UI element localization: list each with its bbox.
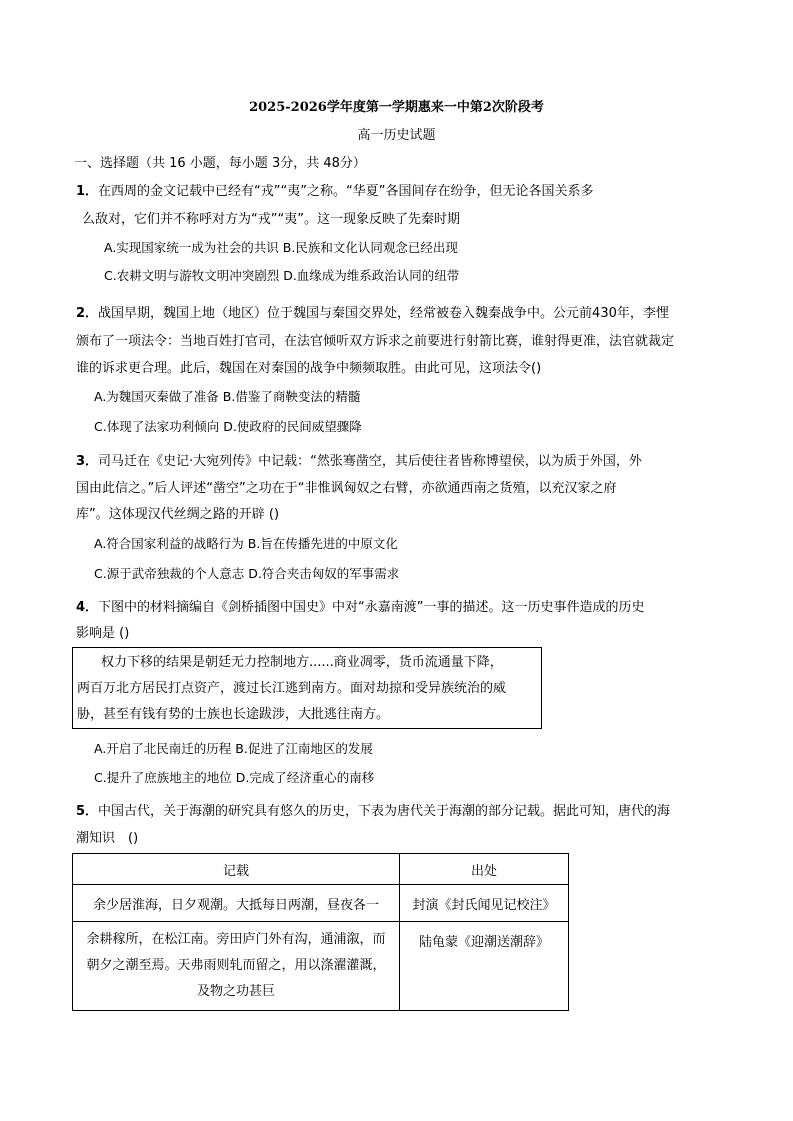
- question-1-option-d[interactable]: D.血缘成为维系政治认同的纽带: [283, 268, 460, 283]
- question-1-number: 1．: [76, 184, 99, 199]
- exam-title: 2025-2026学年度第一学期惠来一中第2次阶段考: [249, 100, 544, 115]
- question-2-text-2: 颁布了一项法令：当地百姓打官司，在法官倾听双方诉求之前要进行射箭比赛，谁射得更准，法官就裁定: [76, 334, 675, 349]
- question-5-table: [72, 853, 569, 1011]
- table-row: [73, 922, 569, 1011]
- question-2-line-1: [76, 302, 669, 321]
- material-line-3: 胁，甚至有钱有势的士族也长途跋涉，大批逃往南方。: [77, 707, 390, 722]
- question-4-option-b[interactable]: B.促进了江南地区的发展: [235, 741, 373, 756]
- question-4-line-1: [76, 596, 645, 615]
- question-3-line-1: [76, 450, 642, 469]
- question-4-number: 4．: [76, 600, 99, 615]
- question-3-text-3: 库”。这体现汉代丝绸之路的开辟 (): [76, 507, 280, 522]
- question-5-text-2: 潮知识 (): [76, 831, 139, 846]
- table-cell-record: 余少居淮海，日夕观潮。大抵每日两潮，昼夜各一: [73, 885, 400, 922]
- question-2-number: 2．: [76, 306, 99, 321]
- record-line-2: 朝夕之潮至焉。天弗雨则轧而留之，用以涤濯灌溉，: [86, 958, 386, 973]
- question-1-text-2: 么敌对，它们并不称呼对方为“戎”“夷”。这一现象反映了先秦时期: [82, 212, 460, 227]
- question-2-option-d[interactable]: D.使政府的民间威望骤降: [223, 419, 362, 434]
- question-1-options-cd: [104, 266, 459, 284]
- question-1-line-1: [76, 180, 593, 199]
- table-header-source: 出处: [400, 854, 569, 885]
- question-3-option-d[interactable]: D.符合夹击匈奴的军事需求: [248, 566, 400, 581]
- question-4-material-box: [72, 647, 542, 729]
- question-5-line-1: [76, 800, 670, 819]
- question-3-options-cd: [94, 564, 399, 582]
- material-line-1: 权力下移的结果是朝廷无力控制地方......商业凋零，货币流通量下降，: [101, 655, 503, 670]
- question-3-number: 3．: [76, 454, 99, 469]
- table-cell-source: 封演《封氏闻见记校注》: [400, 885, 569, 922]
- question-4-options-ab: [94, 739, 373, 757]
- record-line-1: 余耕稼所，在松江南。旁田庐门外有沟，通浦溆，而: [86, 932, 386, 947]
- question-1-option-b[interactable]: B.民族和文化认同观念已经出现: [282, 240, 458, 255]
- question-1-option-c[interactable]: C.农耕文明与游牧文明冲突剧烈: [104, 268, 280, 283]
- exam-subtitle: 高一历史试题: [357, 128, 436, 143]
- question-4-text-2: 影响是 (): [76, 626, 130, 641]
- table-cell-source: 陆龟蒙《迎潮送潮辞》: [400, 922, 569, 1011]
- question-2-text-3: 谁的诉求更合理。此后，魏国在对秦国的战争中频频取胜。由此可见，这项法令(): [76, 361, 542, 376]
- section-heading: 一、选择题（共 16 小题，每小题 3分，共 48分）: [74, 156, 366, 171]
- question-3-option-b[interactable]: B.旨在传播先进的中原文化: [247, 536, 398, 551]
- question-3-text-2: 国由此信之。”后人评述“凿空”之功在于“非惟讽匈奴之右臂，亦欲通西南之货殖，以充汉家之府: [76, 481, 617, 496]
- question-4-text-1: 下图中的材料摘编自《剑桥插图中国史》中对“永嘉南渡”一事的描述。这一历史事件造成的历史: [98, 600, 645, 615]
- question-5-text-1: 中国古代，关于海潮的研究具有悠久的历史，下表为唐代关于海潮的部分记载。据此可知，唐代的海: [98, 804, 671, 819]
- question-1-option-a[interactable]: A.实现国家统一成为社会的共识: [104, 240, 279, 255]
- question-1-options-ab: [104, 238, 458, 256]
- question-3-options-ab: [94, 534, 398, 552]
- question-4-options-cd: [94, 768, 374, 786]
- question-2-text-1: 战国早期，魏国上地（地区）位于魏国与秦国交界处，经常被卷入魏秦战争中。公元前430年，李悝: [98, 306, 669, 321]
- question-2-option-a[interactable]: A.为魏国灭秦做了准备: [94, 389, 219, 404]
- question-2-option-c[interactable]: C.体现了法家功利倾向: [94, 419, 220, 434]
- table-header-row: [73, 854, 569, 885]
- material-line-2: 两百万北方居民打点资产，渡过长江逃到南方。面对劫掠和受异族统治的威: [77, 681, 507, 696]
- table-row: [73, 885, 569, 922]
- table-cell-record: [73, 922, 400, 1011]
- question-1-text-1: 在西周的金文记载中已经有“戎”“夷”之称。“华夏”各国间存在纷争，但无论各国关系多: [98, 184, 594, 199]
- record-line-3: 及物之功甚巨: [196, 984, 275, 999]
- question-2-options-ab: [94, 387, 360, 405]
- question-2-option-b[interactable]: B.借鉴了商鞅变法的精髓: [222, 389, 361, 404]
- question-3-option-c[interactable]: C.源于武帝独裁的个人意志: [94, 566, 245, 581]
- question-4-option-c[interactable]: C.提升了庶族地主的地位: [94, 770, 232, 785]
- table-header-record: 记载: [73, 854, 400, 885]
- question-4-option-a[interactable]: A.开启了北民南迁的历程: [94, 741, 232, 756]
- question-2-options-cd: [94, 417, 362, 435]
- question-5-number: 5．: [76, 804, 99, 819]
- question-3-option-a[interactable]: A.符合国家利益的战略行为: [94, 536, 244, 551]
- question-3-text-1: 司马迁在《史记·大宛列传》中记载：“然张骞凿空，其后使往者皆称博望侯，以为质于外国，外: [98, 454, 642, 469]
- question-4-option-d[interactable]: D.完成了经济重心的南移: [235, 770, 375, 785]
